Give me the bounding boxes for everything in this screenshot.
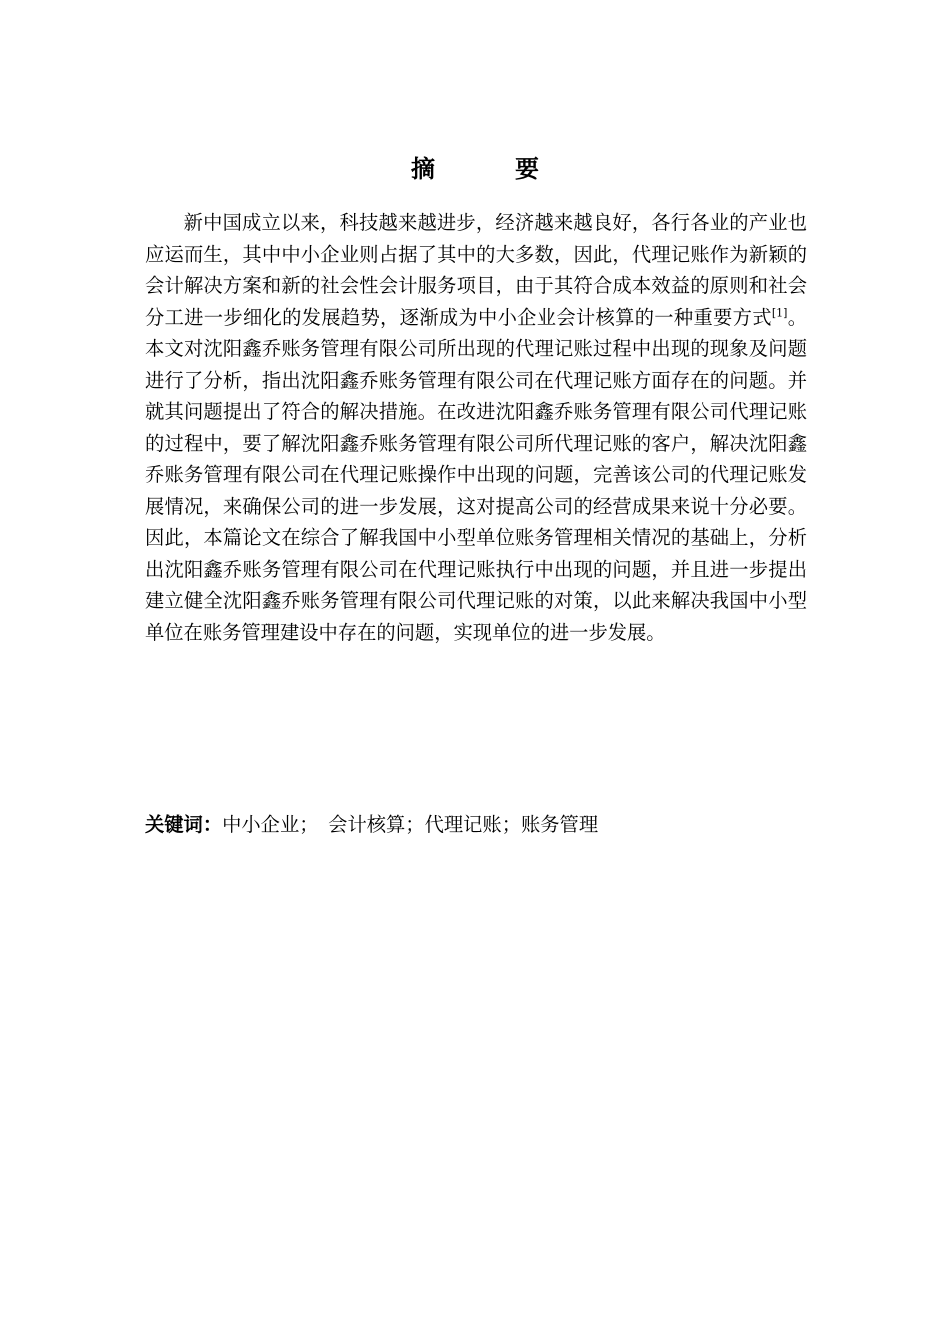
abstract-paragraph [145,207,807,648]
abstract-text-part-2: 。本文对沈阳鑫乔账务管理有限公司所出现的代理记账过程中出现的现象及问题进行了分析，指出沈阳鑫乔账务管理有限公司在代理记账方面存在的问题。并就其问题提出了符合的解决措施。在改进沈阳鑫乔账务管理有限公司代理记账的过程中，要了解沈阳鑫乔账务管理有限公司所代理记账的客户，解决沈阳鑫乔账务管理有限公司在代理记账操作中出现的问题，完善该公司的代理记账发展情况，来确保公司的进一步发展，这对提高公司的经营成果来说十分必要。因此，本篇论文在综合了解我国中小型单位账务管理相关情况的基础上，分析出沈阳鑫乔账务管理有限公司在代理记账执行中出现的问题，并且进一步提出建立健全沈阳鑫乔账务管理有限公司代理记账的对策，以此来解决我国中小型单位在账务管理建设中存在的问题，实现单位的进一步发展。 [145,305,808,644]
keywords-label: 关键词： [145,813,223,836]
abstract-heading: 摘 要 [411,155,567,183]
citation-reference: [1] [771,306,788,320]
keywords-list: 中小企业； 会计核算；代理记账；账务管理 [222,813,599,836]
keywords-line [145,810,807,840]
abstract-text-part-1: 新中国成立以来，科技越来越进步，经济越来越良好，各行各业的产业也应运而生，其中中小企业则占据了其中的大多数，因此，代理记账作为新颖的会计解决方案和新的社会性会计服务项目，由于其符合成本效益的原则和社会分工进一步细化的发展趋势，逐渐成为中小企业会计核算的一种重要方式 [145,211,807,329]
